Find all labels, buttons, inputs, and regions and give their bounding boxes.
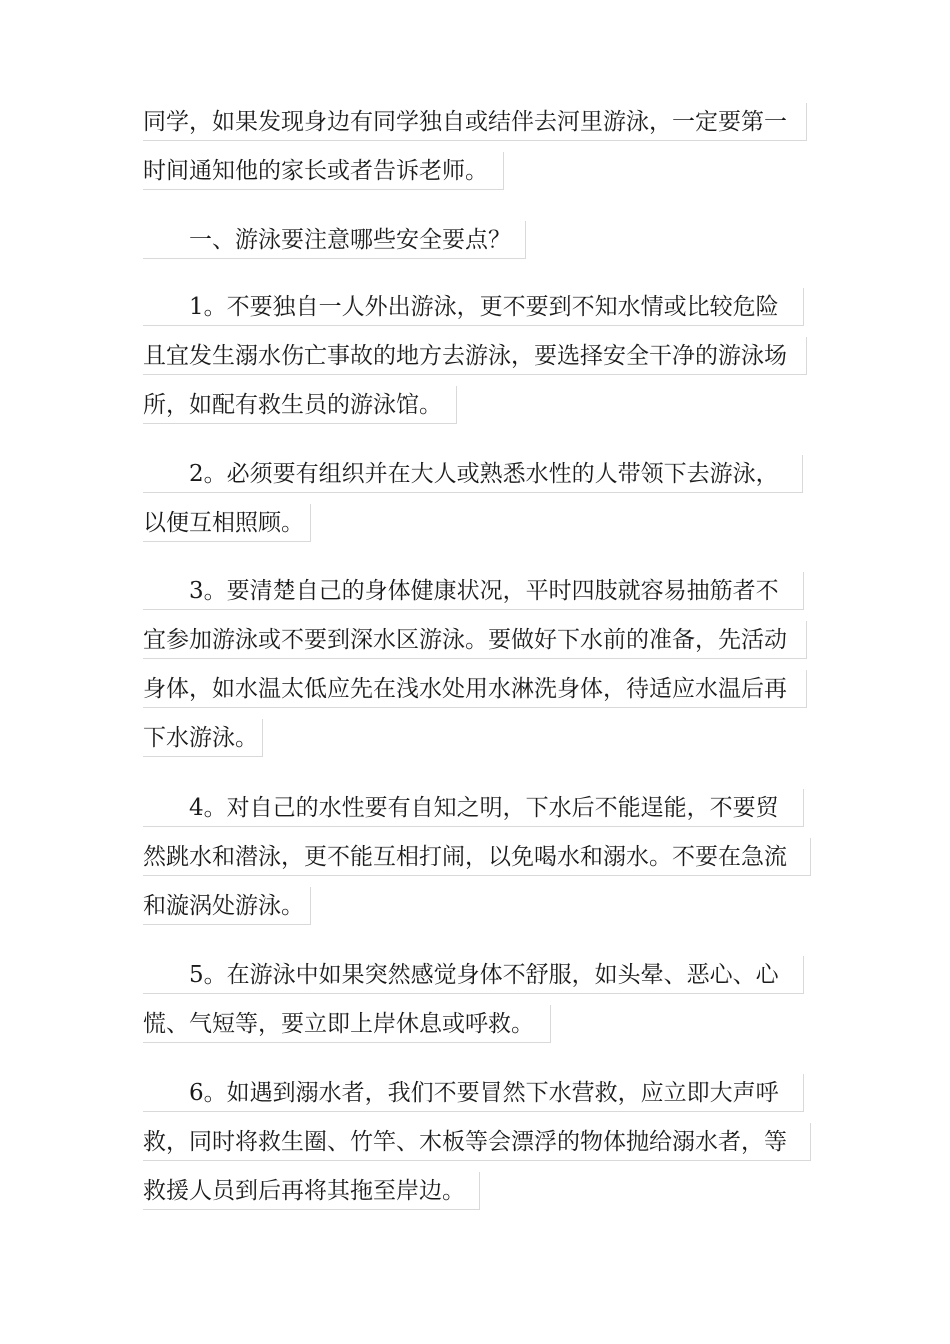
item-1-line-2: 且宜发生溺水伤亡事故的地方去游泳，要选择安全干净的游泳场 <box>143 337 807 375</box>
paragraph-0-line-1: 同学，如果发现身边有同学独自或结伴去河里游泳，一定要第一 <box>143 103 807 141</box>
item-5-line-1: 5。在游泳中如果突然感觉身体不舒服，如头晕、恶心、心 <box>143 956 804 994</box>
item-4-line-2: 然跳水和潜泳，更不能互相打闹，以免喝水和溺水。不要在急流 <box>143 838 811 876</box>
item-6-line-3: 救援人员到后再将其拖至岸边。 <box>143 1172 480 1210</box>
section-heading: 一、游泳要注意哪些安全要点？ <box>143 221 526 259</box>
paragraph-0-line-2: 时间通知他的家长或者告诉老师。 <box>143 152 504 190</box>
item-1-line-3: 所，如配有救生员的游泳馆。 <box>143 386 457 424</box>
item-2-line-1: 2。必须要有组织并在大人或熟悉水性的人带领下去游泳， <box>143 455 803 493</box>
item-4-line-1: 4。对自己的水性要有自知之明，下水后不能逞能，不要贸 <box>143 789 804 827</box>
item-6-line-1: 6。如遇到溺水者，我们不要冒然下水营救，应立即大声呼 <box>143 1074 804 1112</box>
item-3-line-2: 宜参加游泳或不要到深水区游泳。要做好下水前的准备，先活动 <box>143 621 807 659</box>
item-6-line-2: 救，同时将救生圈、竹竿、木板等会漂浮的物体抛给溺水者，等 <box>143 1123 811 1161</box>
item-1-line-1: 1。不要独自一人外出游泳，更不要到不知水情或比较危险 <box>143 288 804 326</box>
item-5-line-2: 慌、气短等，要立即上岸休息或呼救。 <box>143 1005 551 1043</box>
item-2-line-2: 以便互相照顾。 <box>143 504 311 542</box>
item-3-line-3: 身体，如水温太低应先在浅水处用水淋洗身体，待适应水温后再 <box>143 670 807 708</box>
item-3-line-4: 下水游泳。 <box>143 719 263 757</box>
item-4-line-3: 和漩涡处游泳。 <box>143 887 311 925</box>
item-3-line-1: 3。要清楚自己的身体健康状况，平时四肢就容易抽筋者不 <box>143 572 804 610</box>
